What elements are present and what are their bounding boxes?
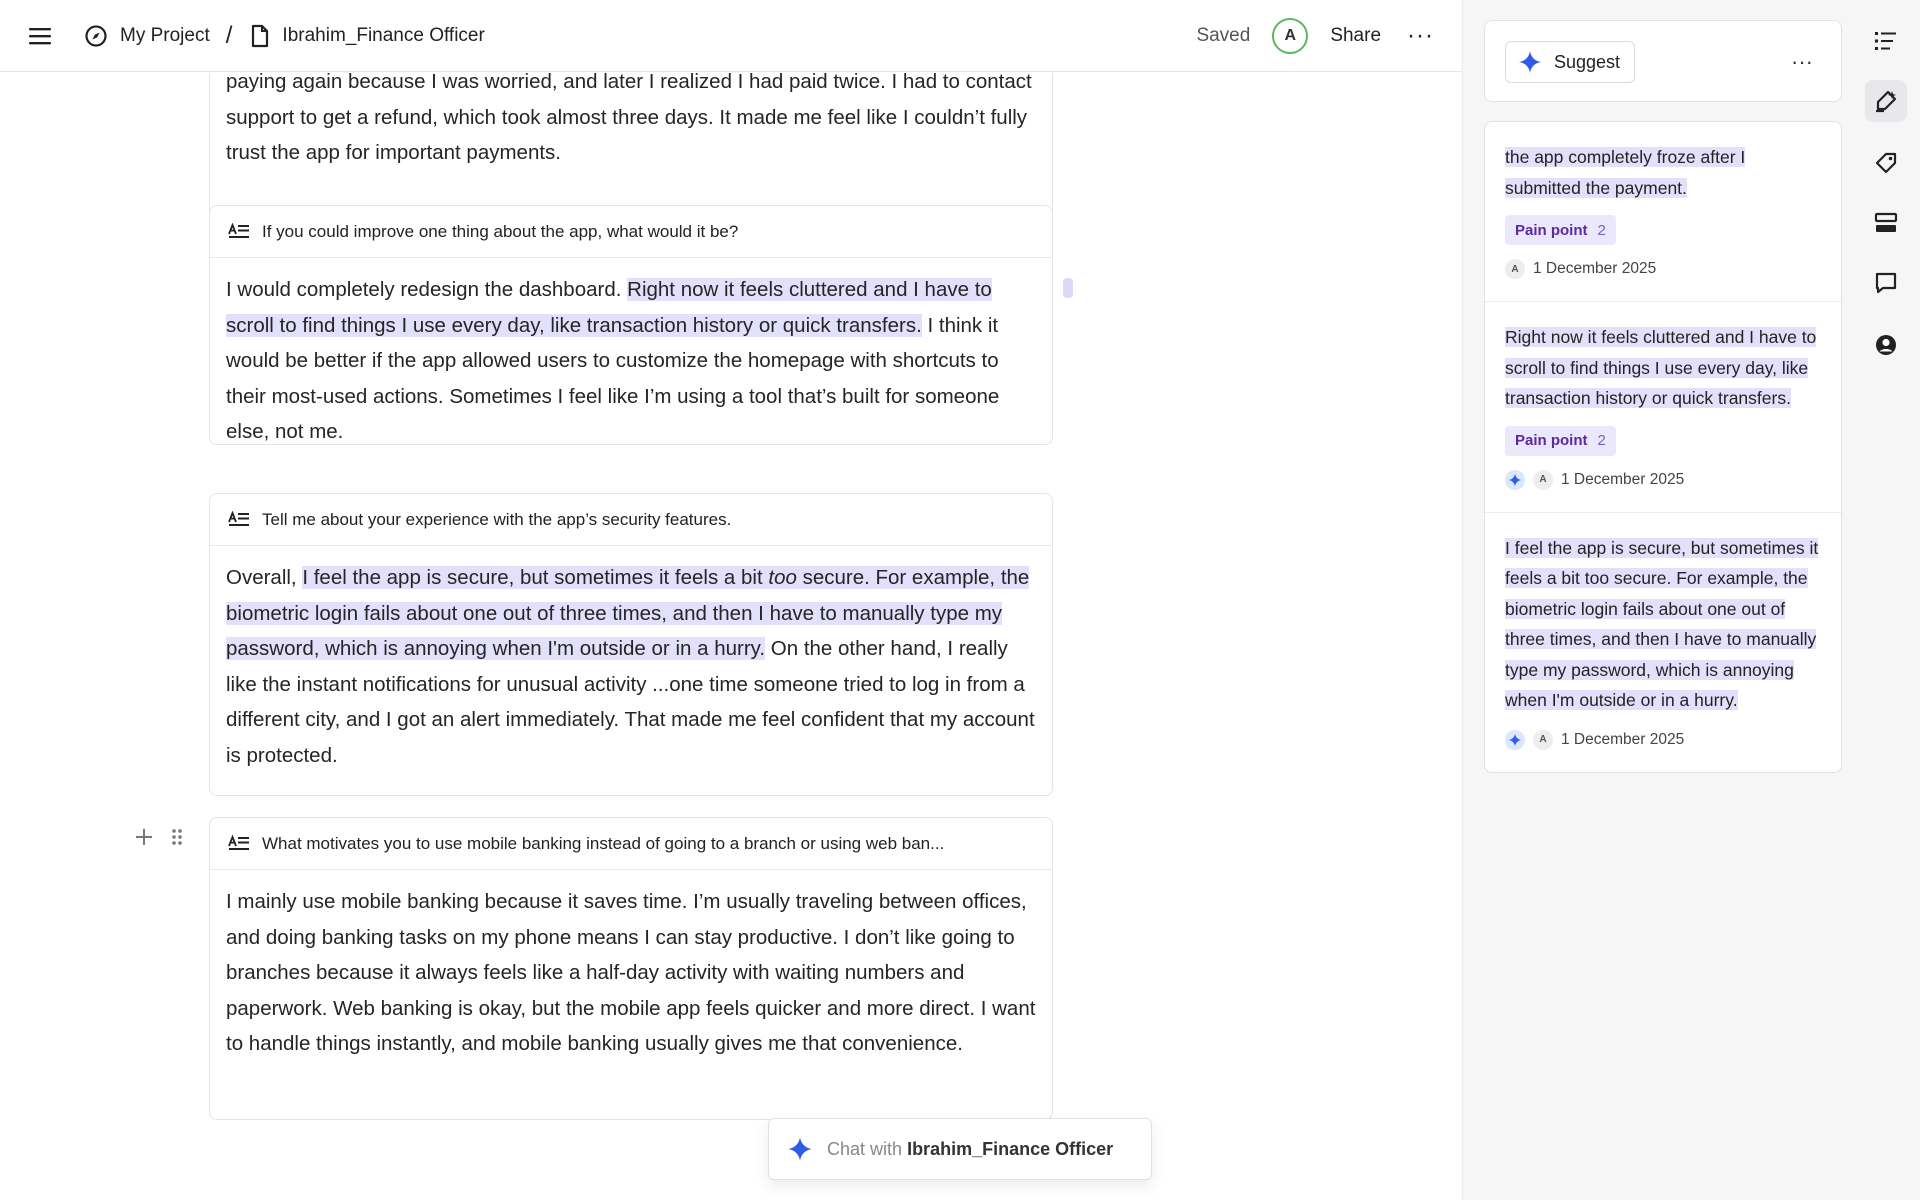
- question-card: [209, 817, 1053, 1120]
- text-highlight[interactable]: I feel the app is secure, but sometimes it feels a bit too secure. For example, the biometric login fails about one out of three times, and then I have to manually type my password, which is annoying when I'm outside or in a hurry.: [226, 566, 1030, 660]
- right-rail: [1854, 0, 1920, 1200]
- panel-more-button[interactable]: ···: [1791, 49, 1813, 74]
- breadcrumb-project[interactable]: [84, 24, 210, 48]
- text-block-icon: [228, 511, 250, 529]
- header-actions: [1196, 16, 1438, 56]
- answer-text[interactable]: I mainly use mobile banking because it saves time. I’m usually traveling between offices, and doing banking tasks on my phone means I can stay productive. I don’t like going to branches because it always feels like a half-day activity with waiting numbers and paperwork. Web banking is okay, but the mobile app feels quicker and more direct. I want to handle things instantly, and mobile banking usually gives me that convenience.: [226, 890, 1036, 1055]
- tag-badge[interactable]: Pain point 2: [1505, 426, 1616, 456]
- compass-icon: [84, 24, 108, 48]
- highlight-quote: the app completely froze after I submitted the payment.: [1505, 147, 1746, 198]
- avatar: A: [1533, 470, 1553, 490]
- question-text: If you could improve one thing about the app, what would it be?: [262, 221, 739, 241]
- avatar-initial: A: [1284, 27, 1297, 44]
- more-options-button[interactable]: ···: [1407, 22, 1434, 49]
- highlights-panel: [1462, 0, 1854, 1200]
- rail-tags-button[interactable]: [1865, 142, 1907, 184]
- tag-count: 2: [1597, 432, 1606, 449]
- highlight-meta: [1505, 470, 1821, 490]
- comment-icon: [1874, 271, 1898, 295]
- transcript-area: [0, 73, 1462, 1200]
- question-header[interactable]: [210, 818, 1052, 870]
- avatar: A: [1505, 259, 1525, 279]
- answer-text[interactable]: I would completely redesign the dashboard. Right now it feels cluttered and I have to scroll to find things I use every day, like transaction history or quick transfers. I think it would be better if the app allowed users to customize the homepage with shortcuts to their most-used actions. Sometimes I feel like I’m using a tool that’s built for someone else, not me.: [226, 278, 1000, 443]
- highlight-item[interactable]: [1485, 122, 1841, 302]
- rail-outline-button[interactable]: [1865, 20, 1907, 62]
- breadcrumb-document[interactable]: [250, 24, 484, 48]
- highlight-quote: Right now it feels cluttered and I have to scroll to find things I use every day, like transaction history or quick transfers.: [1505, 327, 1817, 408]
- rail-highlights-button[interactable]: [1865, 80, 1907, 122]
- highlight-marker[interactable]: [1063, 278, 1073, 298]
- sparkle-icon: [787, 1136, 813, 1162]
- highlight-date: 1 December 2025: [1561, 470, 1685, 488]
- chat-participant: Ibrahim_Finance Officer: [907, 1138, 1114, 1159]
- highlight-meta: [1505, 730, 1821, 750]
- share-button[interactable]: Share: [1330, 25, 1382, 46]
- avatar[interactable]: [1272, 18, 1308, 54]
- question-text: Tell me about your experience with the app’s security features.: [262, 509, 732, 529]
- question-card: [209, 205, 1053, 445]
- rail-participant-button[interactable]: [1865, 324, 1907, 366]
- highlight-meta: [1505, 259, 1821, 279]
- hamburger-menu-icon: [29, 27, 53, 45]
- highlight-item[interactable]: [1485, 302, 1841, 513]
- highlighter-icon: [1874, 89, 1898, 113]
- ai-avatar: [1505, 470, 1525, 490]
- row-tools: [134, 827, 184, 847]
- text-block-icon: [228, 223, 250, 241]
- rows-icon: [1874, 212, 1898, 234]
- document-name: Ibrahim_Finance Officer: [282, 25, 485, 46]
- avatar: A: [1533, 730, 1553, 750]
- question-header[interactable]: [210, 494, 1052, 546]
- question-text: What motivates you to use mobile banking instead of going to a branch or using web ban...: [262, 833, 945, 853]
- highlight-item[interactable]: [1485, 513, 1841, 772]
- suggest-label: Suggest: [1554, 51, 1621, 72]
- sparkle-icon: [1508, 473, 1522, 487]
- drag-handle-icon[interactable]: [170, 827, 184, 847]
- menu-button[interactable]: [24, 20, 58, 52]
- project-name: My Project: [120, 25, 210, 46]
- highlight-date: 1 December 2025: [1533, 260, 1657, 277]
- chat-label: Chat with: [827, 1138, 903, 1159]
- tag-badge[interactable]: Pain point 2: [1505, 215, 1616, 245]
- breadcrumb-separator: /: [225, 22, 233, 49]
- ai-avatar: [1505, 730, 1525, 750]
- sparkle-icon: [1518, 50, 1542, 74]
- rail-comments-button[interactable]: [1865, 262, 1907, 304]
- answer-text[interactable]: Overall, I feel the app is secure, but sometimes it feels a bit too secure. For example, the biometric login fails about one out of three times, and then I have to manually type my password, which is annoying when I'm outside or in a hurry. On the other hand, I really like the instant notifications for unusual activity ...one time someone tried to log in from a different city, and I got an alert immediately. That made me feel confident that my account is protected.: [226, 566, 1035, 767]
- highlight-quote: I feel the app is secure, but sometimes it feels a bit too secure. For example, the biometric login fails about one out of three times, and then I have to manually type my password, which is annoying when I'm outside or in a hurry.: [1505, 537, 1819, 710]
- highlight-list: [1484, 121, 1842, 773]
- breadcrumb: [84, 16, 485, 56]
- chat-with-button[interactable]: [768, 1118, 1152, 1180]
- suggest-button[interactable]: [1505, 41, 1635, 83]
- highlight-date: 1 December 2025: [1561, 730, 1685, 748]
- suggest-toolbar: [1484, 20, 1842, 102]
- user-circle-icon: [1874, 333, 1898, 357]
- answer-text: paying again because I was worried, and later I realized I had paid twice. I had to contact support to get a refund, which took almost three days. It made me feel like I couldn’t fully trust the app for important payments.: [226, 73, 1032, 164]
- tag-count: 2: [1597, 221, 1606, 239]
- tag-icon: [1874, 151, 1898, 175]
- saved-status: Saved: [1196, 25, 1251, 46]
- question-header[interactable]: [210, 206, 1052, 258]
- add-block-icon[interactable]: [134, 827, 154, 847]
- text-block-icon: [228, 835, 250, 853]
- document-icon: [250, 24, 270, 48]
- top-bar: [0, 0, 1462, 72]
- question-card: [209, 493, 1053, 796]
- rail-sections-button[interactable]: [1865, 202, 1907, 244]
- text-highlight[interactable]: Right now it feels cluttered and I have to scroll to find things I use every day, like transaction history or quick transfers.: [226, 278, 992, 337]
- sparkle-icon: [1508, 733, 1522, 747]
- list-icon: [1874, 30, 1898, 52]
